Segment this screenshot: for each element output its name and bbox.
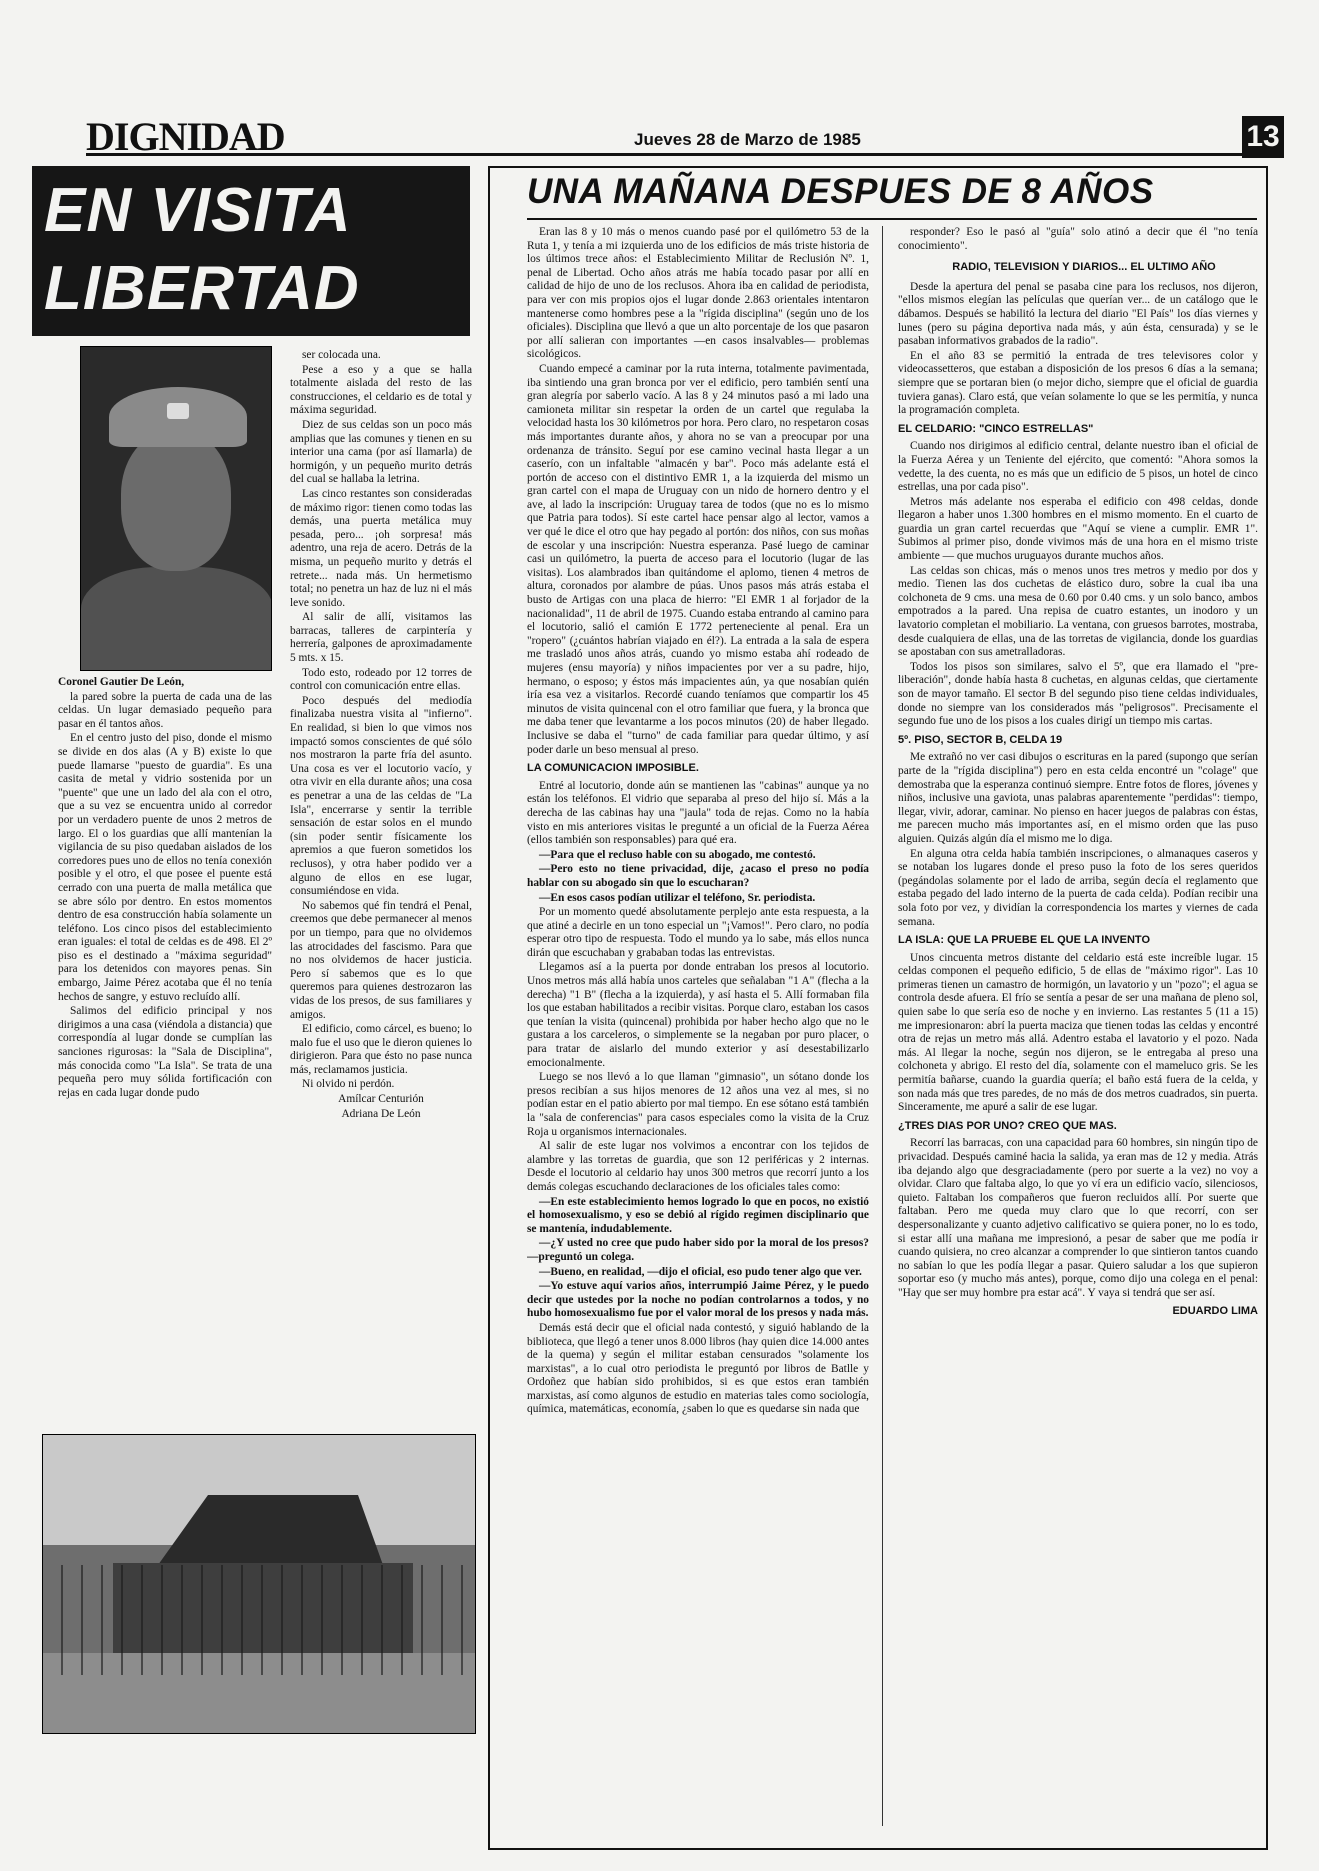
signature: Amílcar Centurión	[338, 1093, 424, 1106]
paragraph: Al salir de allí, visitamos las barracas, talleres de carpintería y herrería, galpones de aproximadamente 5 mts. x 15.	[290, 611, 472, 665]
signature: Adriana De León	[341, 1107, 421, 1120]
paragraph: Las celdas son chicas, más o menos unos tres metros y medio por dos y medio. Tienen las dos cuchetas de elástico duro, sobre la cual iba una colchoneta de 9 cms. una mesa de 0.60 por 0.40 cms. y un solo banco, ambos empotrados a la pared. Una repisa de cuatro estantes, un inodoro y un lavatorio completan el mobiliario. La ventana, con gruesos barrotes, mostraba, desde cualquiera de ellas, una de las torretas de vigilancia, donde los guardias se apostaban con sus ametralladoras.	[898, 564, 1258, 659]
paragraph: En el año 83 se permitió la entrada de tres televisores color y videocassetteros, que estaban a disposición de los presos 6 días a la semana; siempre que se portaran bien (o mejor dicho, siempre que el oficial de guardia tuviera ganas). Claro está, que veían solamente lo que se les permitía, y nunca la programación completa.	[898, 349, 1258, 417]
article-column-a	[58, 676, 272, 1426]
article-column-c	[527, 226, 869, 1826]
dialogue-line: —En esos casos podían utilizar el teléfono, Sr. periodista.	[539, 891, 816, 904]
dialogue-line: —Bueno, en realidad, —dijo el oficial, eso pudo tener algo que ver.	[539, 1265, 862, 1278]
paragraph: Salimos del edificio principal y nos dirigimos a una casa (viéndola a distancia) que correspondía al lugar donde se cumplían las sanciones rigurosas: la "Sala de Disciplina", más conocida como "La Isla". Se trata de una pequeña pero muy sólida fortificación con rejas en cada lugar donde pudo	[58, 1005, 272, 1099]
left-headline	[32, 166, 470, 336]
article-column-b	[290, 349, 472, 1427]
paragraph: Eran las 8 y 10 más o menos cuando pasé por el quilómetro 53 de la Ruta 1, y tenía a mi izquierda uno de los edificios de más triste historia de los últimos trece años: el Establecimiento Militar de Reclusión Nº. 1, penal de Libertad. Ocho años atrás me había tocado pasar por allí en calidad de hijo de uno de los reclusos. Ahora iba en calidad de periodista, para ver con mis propios ojos el lugar donde 2.863 orientales intentaron mantenerse como hombres pese a la "rígida disciplina" (según uno de los oficiales). Disciplina que llevó a que un alto porcentaje de los que pasaron por allí salieran con importantes —en casos insalvables— problemas sicológicos.	[527, 226, 869, 361]
paragraph: Pese a eso y a que se halla totalmente aislada del resto de las construcciones, el celdario es de total y máxima seguridad.	[290, 363, 472, 417]
paragraph: ser colocada una.	[302, 349, 381, 361]
paragraph: Poco después del mediodía finalizaba nuestra visita al "infierno". En realidad, si bien lo que vimos nos impactó somos conscientes de qué sólo nos mostraron la parte fría del asunto. Una cosa es ver el locutorio vacío, y otra vivir en ella durante años; una cosa es penetrar a una de las celdas de "La Isla", encerrarse y sentir la terrible sensación de estar solos en el mundo (sin poder sentir físicamente los apremios a que fueron sometidos los reclusos), y otra haber podido ver a alguno de ellos en ese lugar, consumiéndose en vida.	[290, 694, 472, 898]
left-headline-line2: LIBERTAD	[44, 254, 360, 323]
paragraph: Entré al locutorio, donde aún se mantienen las "cabinas" aunque ya no están los teléfonos. El vidrio que separaba al preso del hijo sí. Más a la derecha de las cabinas hay una "jaula" toda de rejas. Como no la había visto en mis anteriores visitas le pregunté a un oficial de la Fuerza Aérea (ellos también son responsables) para qué era.	[527, 779, 869, 847]
subheading: RADIO, TELEVISION Y DIARIOS... EL ULTIMO AÑO	[952, 261, 1216, 274]
paragraph: la pared sobre la puerta de cada una de las celdas. Un lugar demasiado pequeño para pasar en él tantos años.	[58, 690, 272, 730]
subheading: LA ISLA: QUE LA PRUEBE EL QUE LA INVENTO	[898, 934, 1151, 947]
dialogue-line: —Yo estuve aquí varios años, interrumpió Jaime Pérez, y le puedo decir que ustedes por la noche no podían controlarnos a todos, y no hubo homosexualismo fue por el valor moral de los presos y nada más.	[527, 1280, 869, 1320]
paragraph: Por un momento quedé absolutamente perplejo ante esta respuesta, a la que atiné a decirle en un tono especial un "¡Vamos!". Pero claro, no podía esperar otro tipo de respuesta. Todo el mundo ya lo sabe, más ellos nunca dirán que escuchaban y grababan todas las entrevistas.	[527, 906, 869, 959]
paragraph: Diez de sus celdas son un poco más amplias que las comunes y tienen en su interior una cama (por así llamarla) de hormigón, y un pequeño murito detrás del cual se hallaba la letrina.	[290, 418, 472, 486]
subheading: 5º. PISO, SECTOR B, CELDA 19	[898, 733, 1063, 746]
photo-caption: Coronel Gautier De León,	[58, 676, 185, 688]
masthead	[86, 114, 1280, 159]
paragraph: El edificio, como cárcel, es bueno; lo malo fue el uso que le dieron quienes lo dirigieron. Para que ésto no pase nunca más, reclamamos justicia.	[290, 1023, 472, 1076]
dialogue-line: —Pero esto no tiene privacidad, dije, ¿acaso el preso no podía hablar con su abogado sin que lo escucharan?	[527, 863, 869, 889]
dialogue-line: —¿Y usted no cree que pudo haber sido por la moral de los presos? —preguntó un colega.	[527, 1237, 869, 1263]
subheading: LA COMUNICACION IMPOSIBLE.	[527, 762, 699, 775]
prison-photo	[42, 1434, 476, 1734]
paragraph: Cuando empecé a caminar por la ruta interna, totalmente pavimentada, iba sintiendo una gran bronca por ver el edificio, pero también sentí una gran alegría por saberlo vacío. A las 8 y 24 minutos pasó a mi lado una camioneta militar sin respetar la orden de un cartel que regulaba la velocidad hasta los 30 kilómetros por hora. Pero claro, no respetaron cosas más importantes durante años, y ahora no se van a preocupar por una ordenanza de tránsito. Seguí por ese camino vecinal hasta llegar a un caserío, con un infaltable "almacén y bar". Poco más adelante está el portón de acceso con el distintivo EMR 1, a la izquierda del mismo un gran cartel con el mapa de Uruguay con un nido de hornero dentro y el ave, al lado la inscripción: Uruguay tarea de todos (que no es lo mismo que Patria para todos). Sí este cartel hace pensar algo al lector, vamos a ver qué le dice el otro que hay pegado al portón: dos niños, con sus moñas de escolar y una inscripción: Nuestra esperanza. Pasé luego de caminar casi un quilómetro, la puerta de acceso para el locutorio (lugar de las visitas). Los alambrados iban quitándome el aplomo, tienen 4 metros de altura, coronados por alambre de púas. Unos pasos más atrás estaba el busto de Artigas con una placa de hierro: "El EMR 1 al forjador de la nacionalidad", 11 de abril de 1975. Cuando estaba entrando al camino para el locutorio, salió el camión E 1772 perteneciente al penal. Era un "ropero" (¿cuántos habrían viajado en él?). La entrada a la sala de espera me trasladó unos años atrás, cuando yo mismo estaba ahí rodeado de mujeres (ensu mayoría) y niños impacientes por ver a su padre, hijo, hermano, o esposo; y éstos más impacientes aún, ya que nosabían quién iría esa vez a visitarlos. Recordé cuando teníamos que compartir los 45 minutos de visita quincenal con el otro familiar que fuera, y la bronca que me daba tener que levantarme a los pocos minutos (20) de haber llegado. Inclusive se daba el "turno" de cada familiar para quedar último, y así poder darle un beso mensual al preso.	[527, 362, 869, 756]
paragraph: Desde la apertura del penal se pasaba cine para los reclusos, nos dijeron, "ellos mismos elegían las películas que querían ver... de un catálogo que le dábamos. Después se habilitó la lectura del diario "El País" los días viernes y lunes (pero su página deportiva nada más, y aún ésta, censurada) y se le pasaban informativos grabados de la radio".	[898, 280, 1258, 348]
paragraph: responder? Eso le pasó al "guía" solo atinó a decir que él "no tenía conocimiento".	[898, 226, 1258, 252]
photo-shoulders	[81, 567, 272, 671]
paragraph: Cuando nos dirigimos al edificio central, delante nuestro iban el oficial de la Fuerza Aérea y un Teniente del ejército, que comentó: "Ahora somos la vedette, la des cuenta, no es más que un edificio de 5 pisos, un hotel de cinco estrellas, una por cada piso".	[898, 440, 1258, 494]
dialogue-line: —Para que el recluso hable con su abogado, me contestó.	[539, 848, 816, 861]
photo-fence	[43, 1565, 475, 1675]
paragraph: En alguna otra celda había también inscripciones, o almanaques caseros y se notaban los lugares donde el preso puso la foto de los seres queridos (pegándolas solamente por el lado de arriba, según decía el reglamento que estaba pegado del lado interno de la puerta de cada celda). Podían recibir una sola foto por vez, y dividían la correspondencia los martes y viernes de cada semana.	[898, 847, 1258, 928]
paragraph: Unos cincuenta metros distante del celdario está este increíble lugar. 15 celdas componen el pequeño edificio, 5 de ellas de "máximo rigor". Las 10 primeras tienen un camastro de hormigón, un lavatorio y un "pozo"; el agua se controla desde afuera. El frío se sentía a pesar de ser una mañana de pleno sol, quien sabe lo que sería eso de noche y en invierno. Las restantes 5 (11 a 15) me impresionaron: abrí la puerta maciza que tienen todas las celdas y encontré otra de rejas un metro más allá. Adentro estaba el lavatorio y el pozo. Nada más. Al llegar la noche, según nos dijeron, se le entregaba al preso una colchoneta y abrigo. El resto del día, solamente con el mameluco gris. Se les permitía bañarse, cuando la guardia quería; el baño está fuera de la celda, y son nada más que tres paredes, de no más de dos metros cuadrados, sin puerta. Sinceramente, me apuré a salir de ese lugar.	[898, 951, 1258, 1114]
paragraph: Todo esto, rodeado por 12 torres de control con comunicación entre ellas.	[290, 666, 472, 693]
photo-face	[121, 431, 231, 571]
issue-date: Jueves 28 de Marzo de 1985	[634, 130, 861, 149]
newspaper-brand: DIGNIDAD	[86, 114, 285, 159]
article-column-d	[898, 226, 1258, 1826]
left-headline-line1: EN VISITA	[44, 176, 352, 245]
paragraph: Todos los pisos son similares, salvo el 5º, que era llamado el "pre-liberación", donde había hasta 8 cuchetas, en algunas celdas, que ciertamente son de mayor tamaño. El sector B del segundo piso tiene celdas individuales, donde no siempre van los considerados más "peligrosos". Precisamente el segundo fue uno de los pisos a los cuales dirigí un tiempo mis cartas.	[898, 660, 1258, 728]
paragraph: En el centro justo del piso, donde el mismo se divide en dos alas (A y B) existe lo que puede llamarse "puesto de guardia". Es una casita de metal y vidrio sostenida por un "puente" que une un lado del ala con el otro, que a su vez se encuentra unido al corredor por un verdadero puente de unos 2 metros de largo. El o los guardias que allí mantenían la vigilancia de su piso quedaban aislados de los corredores pues uno de ellos no tenía conexión posible y el otro, el que posee el puente está cerrado con una puerta de malla metálica que se abre sólo por dentro. En estos momentos dentro de esa construcción había solamente un teléfono. Los cinco pisos del establecimiento eran iguales: el total de celdas es de 498. El 2º piso es el destinado a "máxima seguridad" para los detenidos con mayores penas. Sin embargo, Jaime Pérez acotaba que él no tenía hechos de sangre, y estuvo recluído allí.	[58, 732, 272, 1003]
subheading: EL CELDARIO: "CINCO ESTRELLAS"	[898, 422, 1094, 435]
paragraph: Metros más adelante nos esperaba el edificio con 498 celdas, donde llegaron a haber unos 1.300 hombres en el mismo momento. En el cuarto de guardia un gran cartel recuerdas que "Aquí se viene a cumplir. EMR 1". Subimos al primer piso, donde vivimos más de una hora en el mismo triste ambiente — que muchos uruguayos durante muchos años.	[898, 495, 1258, 563]
main-headline: UNA MAÑANA DESPUES DE 8 AÑOS	[527, 172, 1257, 220]
paragraph: Al salir de este lugar nos volvimos a encontrar con los tejidos de alambre y las torretas de guardia, que son 12 periféricas y 2 internas. Desde el locutorio al celdario hay unos 300 metros que recorrí junto a los demás colegas escuchando declaraciones de los oficiales tales como:	[527, 1140, 869, 1193]
paragraph: Ni olvido ni perdón.	[302, 1078, 395, 1091]
paragraph: Luego se nos llevó a lo que llaman "gimnasio", un sótano donde los presos recibían a sus hijos menores de 12 años una vez al mes, si no podían estar en el patio abierto por mal tiempo. En ese sótano está también la "sala de conferencias" para casos especiales como la visita de la Cruz Roja u organismos internacionales.	[527, 1071, 869, 1138]
colonel-photo	[80, 346, 272, 671]
paragraph: Llegamos así a la puerta por donde entraban los presos al locutorio. Unos metros más allá había unos carteles que señalaban "1 A" (flecha a la derecha) "1 B" (flecha a la izquierda), y así hasta el 5. Allí formaban fila los que estaban habilitados a recibir visitas. Porque claro, estaban los casos que tenían la visita (quincenal) prohibida por haber hecho algo que no le gustara a los carceleros, o simplemente se la negaban por puro placer, o para tratar de aislarlo del mundo exterior y así desestabilizarlo emocionalmente.	[527, 961, 869, 1069]
photo-cap-badge	[167, 403, 189, 419]
column-rule	[882, 226, 883, 1826]
author-byline: EDUARDO LIMA	[1172, 1304, 1258, 1317]
dialogue-line: —En este establecimiento hemos logrado lo que en pocos, no existió el homosexualismo, y eso se debió al rígido regimen disciplinario que se mantenía, indudablemente.	[527, 1195, 869, 1235]
paragraph: Las cinco restantes son consideradas de máximo rigor: tienen como todas las demás, una puerta metálica muy pesada, pero... ¡oh sorpresa! más adentro, una reja de acero. Detrás de la misma, un pequeño murito y detrás el retrete... nada más. Un hermetismo total; no penetra un haz de luz ni el más leve sonido.	[290, 487, 472, 609]
paragraph: No sabemos qué fin tendrá el Penal, creemos que debe permanecer al menos por un tiempo, para que no olvidemos las atrocidades del fascismo. Para que no nos olvidemos de hacer justicia. Pero sí sabemos que es lo que queremos para quienes destrozaron las vidas de los presos, de sus familiares y amigos.	[290, 899, 472, 1021]
paragraph: Demás está decir que el oficial nada contestó, y siguió hablando de la biblioteca, que llegó a tener unos 8.000 libros (hay quien dice 14.000 antes de la quema) y según el militar estaban censurados "solamente los marxistas", a lo cual otro periodista le preguntó por libros de Batlle y Ordoñez que habían sido prohibidos, si es que estos eran también marxistas, así como algunos de estudio en materias tales como sociología, química, matemáticas, economía, ¿saben lo que es quedarse sin nada que	[527, 1321, 869, 1416]
paragraph: Me extrañó no ver casi dibujos o escrituras en la pared (supongo que serían parte de la "rígida disciplina") pero en esta celda encontré un "colage" que demostraba que la esperanza continuó siempre. Entre fotos de flores, jóvenes y niños, inclusive una gaviota, unas palabras aparentemente "perdidas": tiempo, llegar, vivir, adorar, caminar. No pienso en hacer juegos de palabras con éstas, me parecen mucho más importantes así, en el mismo orden que las puso alguien. Quizás algún día el mismo me lo diga.	[898, 751, 1258, 845]
paragraph: Recorrí las barracas, con una capacidad para 60 hombres, sin ningún tipo de privacidad. Después caminé hacia la salida, ya eran mas de 12 y media. Atrás iba dejando algo que desgraciadamente (pero por suerte a la vez) no voy a olvidar. Claro que faltaba algo, lo que yo ví era un edificio vacío, silenciosos, quieto. Faltaban los compañeros que fueron recluidos allí. Por suerte que faltaban. Pero me queda muy claro que lo que recorrí, con ser despersonalizante y cuanto adjetivo calificativo se quiera poner, no lo es todo, si estar allí una mañana me impresionó, a pesar de saber que me podía ir cuando quisiera, no creo alcanzar a comprender lo que sintieron tantos cuando no sabían lo que les podía llegar a pasar. Quiero saludar a los que supieron soportar eso (y mucho más antes), porque, como dijo una colega en el penal: "Hay que ser muy hombre pra estar acá". Y vaya si tendrá que ser así.	[898, 1137, 1258, 1299]
page-number: 13	[1242, 116, 1284, 158]
subheading: ¿TRES DIAS POR UNO? CREO QUE MAS.	[898, 1119, 1117, 1132]
